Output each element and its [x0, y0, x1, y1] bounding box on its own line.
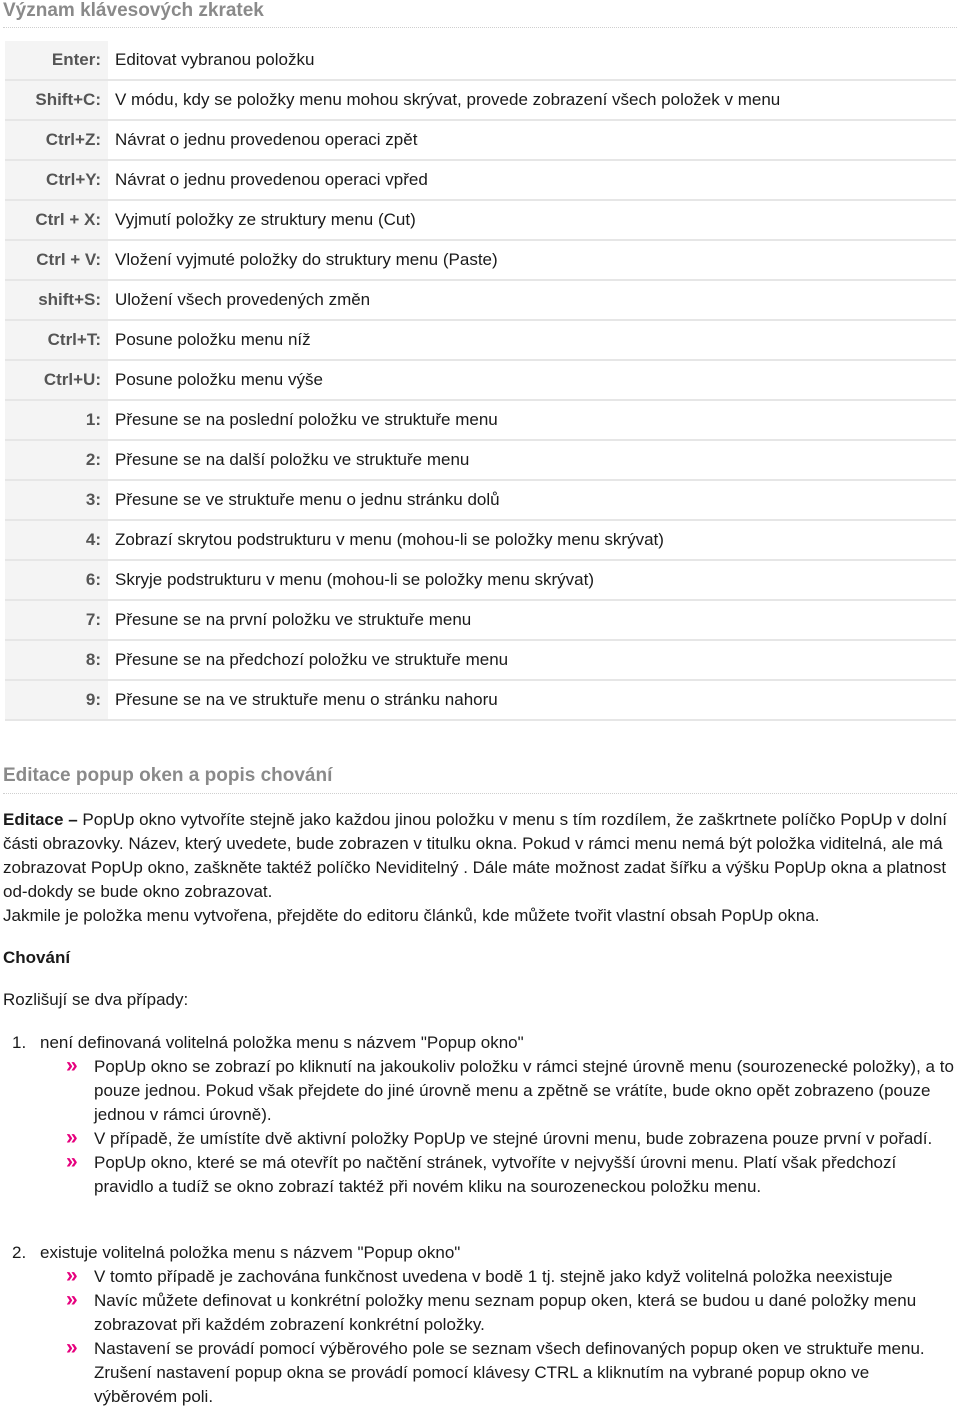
shortcut-description: Návrat o jednu provedenou operaci zpět — [108, 120, 956, 160]
case-1 — [0, 1031, 960, 1199]
shortcut-description: Posune položku menu výše — [108, 360, 956, 400]
shortcut-description: Zobrazí skrytou podstrukturu v menu (mohou-li se položky menu skrývat) — [108, 520, 956, 560]
table-row — [5, 480, 956, 520]
case-1-heading — [0, 1031, 960, 1055]
double-chevron-right-icon: » — [66, 1336, 78, 1359]
table-row — [5, 520, 956, 560]
shortcut-description: Přesune se na první položku ve struktuře menu — [108, 600, 956, 640]
list-item-text: V tomto případě je zachována funkčnost uvedena v bodě 1 tj. stejně jako když volitelná položka neexistuje — [94, 1267, 893, 1286]
edit-text: PopUp okno vytvoříte stejně jako každou jinou položku v menu s tím rozdílem, že zaškrtnete políčko PopUp v dolní části obrazovky. Název, který uvedete, bude zobrazen v titulku okna. Pokud v rámci menu nemá být položka viditelná, ale má zobrazovat PopUp okno, zaškněte taktéž políčko Neviditelný . Dále máte možnost zadat šířku a výšku PopUp okna a platnost od-dokdy se bude okno zobrazovat. — [3, 810, 947, 901]
case-2-heading — [0, 1241, 960, 1265]
popup-edit-paragraph — [3, 808, 959, 904]
list-item — [0, 1127, 960, 1151]
case-2-list — [0, 1265, 960, 1409]
shortcut-key: 7: — [5, 600, 108, 640]
shortcut-key: Ctrl + V: — [5, 240, 108, 280]
shortcut-key: Shift+C: — [5, 80, 108, 120]
shortcut-key: 9: — [5, 680, 108, 720]
shortcut-description: Návrat o jednu provedenou operaci vpřed — [108, 160, 956, 200]
list-item — [0, 1151, 960, 1199]
case-2 — [0, 1241, 960, 1409]
shortcut-description: Přesune se ve struktuře menu o jednu stránku dolů — [108, 480, 956, 520]
section-divider — [3, 793, 957, 794]
shortcut-key: 8: — [5, 640, 108, 680]
double-chevron-right-icon: » — [66, 1264, 78, 1287]
shortcut-key: Ctrl + X: — [5, 200, 108, 240]
table-row — [5, 160, 956, 200]
shortcut-description: Skryje podstrukturu v menu (mohou-li se položky menu skrývat) — [108, 560, 956, 600]
table-row — [5, 41, 956, 80]
double-chevron-right-icon: » — [66, 1288, 78, 1311]
shortcut-description: Přesune se na ve struktuře menu o stránku nahoru — [108, 680, 956, 720]
shortcut-description: Editovat vybranou položku — [108, 41, 956, 80]
list-item-text: Nastavení se provádí pomocí výběrového pole se seznam všech definovaných popup oken ve struktuře menu. Zrušení nastavení popup okna se provádí pomocí klávesy CTRL a kliknutím na vybrané popup okno ve výběrovém poli. — [94, 1339, 925, 1406]
case-1-list — [0, 1055, 960, 1199]
double-chevron-right-icon: » — [66, 1054, 78, 1077]
shortcut-key: Ctrl+T: — [5, 320, 108, 360]
shortcut-key: Ctrl+Y: — [5, 160, 108, 200]
shortcut-key: 3: — [5, 480, 108, 520]
list-item-text: Navíc můžete definovat u konkrétní položky menu seznam popup oken, která se budou u dané položky menu zobrazovat při každém zobrazení konkrétní položky. — [94, 1291, 917, 1334]
table-row — [5, 600, 956, 640]
table-row — [5, 80, 956, 120]
table-row — [5, 320, 956, 360]
list-item — [0, 1055, 960, 1127]
table-row — [5, 440, 956, 480]
table-row — [5, 400, 956, 440]
title-divider — [3, 27, 957, 28]
list-item — [0, 1337, 960, 1409]
list-item-text: PopUp okno, které se má otevřít po načtění stránek, vytvoříte v nejvyšší úrovni menu. Platí však předchozí pravidlo a tudíž se okno zobrazí taktéž při novém kliku na sourozeneckou položku menu. — [94, 1153, 897, 1196]
table-row — [5, 120, 956, 160]
shortcut-description: Posune položku menu níž — [108, 320, 956, 360]
shortcut-key: Enter: — [5, 41, 108, 80]
case-2-title: existuje volitelná položka menu s názvem "Popup okno" — [40, 1243, 461, 1262]
table-row — [5, 280, 956, 320]
shortcut-description: Přesune se na poslední položku ve struktuře menu — [108, 400, 956, 440]
table-row — [5, 240, 956, 280]
shortcut-description: Uložení všech provedených změn — [108, 280, 956, 320]
shortcut-key: Ctrl+U: — [5, 360, 108, 400]
edit-label: Editace – — [3, 810, 78, 829]
list-item — [0, 1289, 960, 1337]
shortcut-description: V módu, kdy se položky menu mohou skrývat, provede zobrazení všech položek v menu — [108, 80, 956, 120]
popup-edit-paragraph-2: Jakmile je položka menu vytvořena, přejděte do editoru článků, kde můžete tvořit vlastní obsah PopUp okna. — [3, 906, 820, 925]
shortcut-key: shift+S: — [5, 280, 108, 320]
shortcut-key: 4: — [5, 520, 108, 560]
case-1-title: není definovaná volitelná položka menu s názvem "Popup okno" — [40, 1033, 524, 1052]
table-row — [5, 640, 956, 680]
table-row — [5, 560, 956, 600]
popup-section-title: Editace popup oken a popis chování — [3, 765, 333, 786]
shortcut-description: Vložení vyjmuté položky do struktury menu (Paste) — [108, 240, 956, 280]
shortcut-key: 6: — [5, 560, 108, 600]
shortcut-description: Vyjmutí položky ze struktury menu (Cut) — [108, 200, 956, 240]
shortcut-description: Přesune se na další položku ve struktuře menu — [108, 440, 956, 480]
case-1-number: 1. — [12, 1033, 27, 1052]
cases-intro: Rozlišují se dva případy: — [3, 990, 189, 1009]
shortcuts-table — [5, 41, 956, 721]
table-row — [5, 360, 956, 400]
behavior-heading: Chování — [3, 948, 71, 967]
list-item — [0, 1265, 960, 1289]
list-item-text: PopUp okno se zobrazí po kliknutí na jakoukoliv položku v rámci stejné úrovně menu (sourozenecké položky), a to pouze jednou. Pokud však přejdete do jiné úrovně menu a zpětně se vrátíte, bude okno opět zobrazeno (pouze jednou v rámci úrovně). — [94, 1057, 954, 1124]
shortcut-key: 1: — [5, 400, 108, 440]
shortcut-description: Přesune se na předchozí položku ve struktuře menu — [108, 640, 956, 680]
shortcuts-title: Význam klávesových zkratek — [3, 0, 264, 21]
table-row — [5, 200, 956, 240]
shortcut-key: 2: — [5, 440, 108, 480]
table-row — [5, 680, 956, 720]
list-item-text: V případě, že umístíte dvě aktivní položky PopUp ve stejné úrovni menu, bude zobrazena pouze první v pořadí. — [94, 1129, 933, 1148]
shortcut-key: Ctrl+Z: — [5, 120, 108, 160]
double-chevron-right-icon: » — [66, 1150, 78, 1173]
case-2-number: 2. — [12, 1243, 27, 1262]
double-chevron-right-icon: » — [66, 1126, 78, 1149]
